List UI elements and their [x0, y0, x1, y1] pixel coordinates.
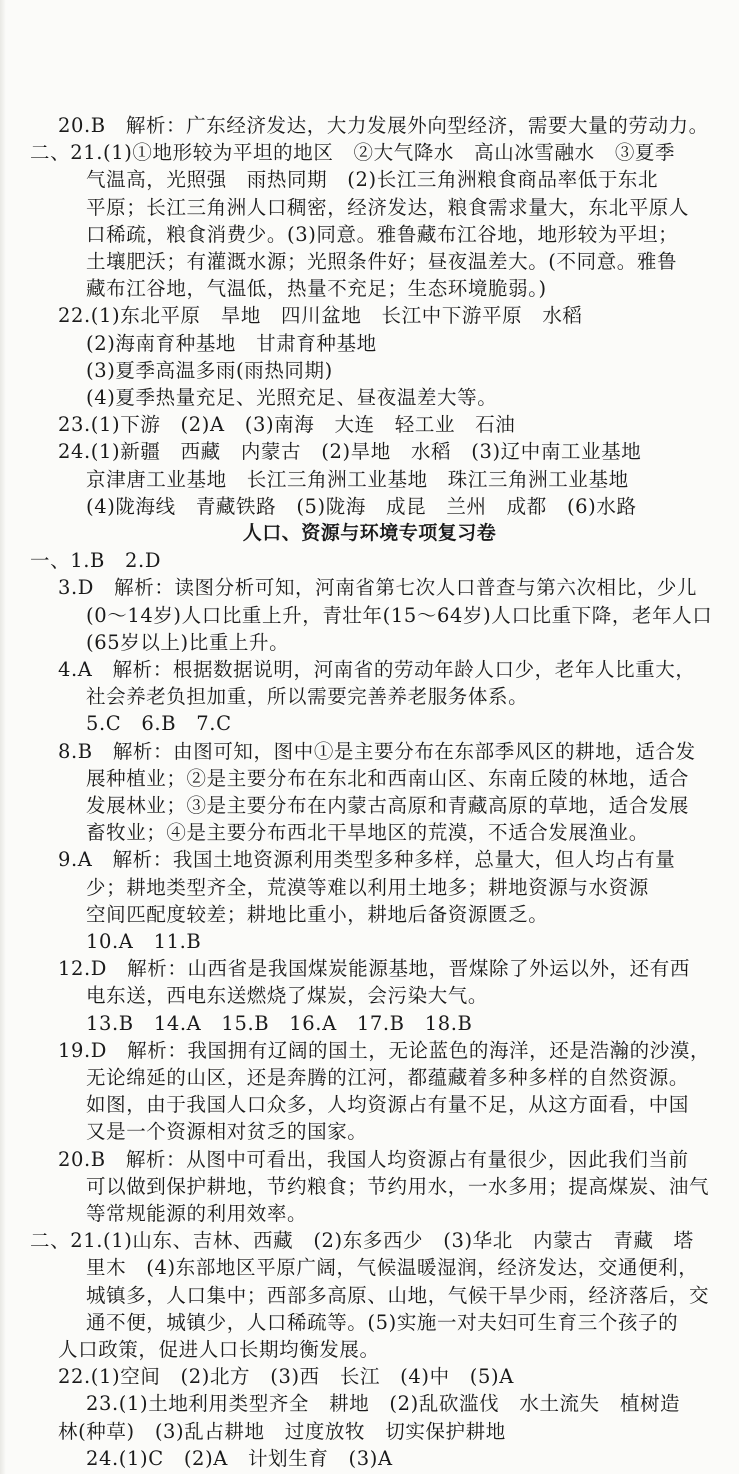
answer-line: (3)夏季高温多雨(雨热同期): [86, 358, 333, 382]
section-title: 人口、资源与环境专项复习卷: [242, 522, 497, 544]
answer-line: 20.B 解析：广东经济发达，大力发展外向型经济，需要大量的劳动力。: [58, 114, 709, 137]
answer-line: 城镇多，人口集中；西部多高原、山地，气候干旱少雨，经济落后，交: [86, 1283, 710, 1307]
answer-line: (4)陇海线 青藏铁路 (5)陇海 成昆 兰州 成都 (6)水路: [86, 494, 637, 518]
answer-line: 22.(1)东北平原 旱地 四川盆地 长江中下游平原 水稻: [58, 304, 583, 328]
answer-line: 京津唐工业基地 长江三角洲工业基地 珠江三角洲工业基地: [86, 467, 629, 491]
answer-line: 又是一个资源相对贫乏的国家。: [86, 1120, 368, 1144]
answer-line: 二、21.(1)山东、吉林、西藏 (2)东多西少 (3)华北 内蒙古 青藏 塔: [30, 1229, 694, 1253]
answer-line: (4)夏季热量充足、光照充足、昼夜温差大等。: [86, 386, 498, 409]
answer-line: 无论绵延的山区，还是奔腾的江河，都蕴藏着多种多样的自然资源。: [86, 1066, 690, 1089]
answer-line: 等常规能源的利用效率。: [86, 1202, 308, 1225]
answer-line: 22.(1)空间 (2)北方 (3)西 长江 (4)中 (5)A: [58, 1365, 514, 1389]
answer-line: (0～14岁)人口比重上升，青壮年(15～64岁)人口比重下降，老年人口: [86, 603, 713, 627]
answer-line: 一、1.B 2.D: [30, 549, 162, 573]
answer-line: (2)海南育种基地 甘肃育种基地: [86, 331, 377, 355]
answer-line: 13.B 14.A 15.B 16.A 17.B 18.B: [86, 1011, 473, 1035]
answer-line: 展种植业；②是主要分布在东北和西南山区、东南丘陵的林地，适合: [86, 766, 690, 790]
answer-line: 土壤肥沃；有灌溉水源；光照条件好；昼夜温差大。(不同意。雅鲁: [86, 250, 678, 273]
answer-line: 平原；长江三角洲人口稠密，经济发达，粮食需求量大，东北平原人: [86, 195, 690, 219]
answer-line: 社会养老负担加重，所以需要完善养老服务体系。: [86, 685, 529, 709]
answer-line: 23.(1)下游 (2)A (3)南海 大连 轻工业 石油: [58, 413, 516, 437]
answer-line: (65岁以上)比重上升。: [86, 630, 290, 654]
answer-line: 林(种草) (3)乱占耕地 过度放牧 切实保护耕地: [58, 1419, 506, 1443]
answer-line: 二、21.(1)①地形较为平坦的地区 ②大气降水 高山冰雪融水 ③夏季: [30, 141, 676, 165]
answer-line: 口稀疏，粮食消费少。(3)同意。雅鲁藏布江谷地，地形较为平坦；: [86, 222, 679, 246]
answer-line: 23.(1)土地利用类型齐全 耕地 (2)乱砍滥伐 水土流失 植树造: [86, 1392, 681, 1416]
answer-line: 电东送，西电东送燃烧了煤炭，会污染大气。: [86, 984, 489, 1008]
answer-line: 发展林业；③是主要分布在内蒙古高原和青藏高原的草地，适合发展: [86, 794, 690, 817]
answer-line: 3.D 解析：读图分析可知，河南省第七次人口普查与第六次相比，少儿: [58, 576, 698, 600]
answer-line: 8.B 解析：由图可知，图中①是主要分布在东部季风区的耕地，适合发: [58, 739, 696, 763]
answer-line: 24.(1)新疆 西藏 内蒙古 (2)旱地 水稻 (3)辽中南工业基地: [58, 440, 642, 464]
answer-line: 畜牧业；④是主要分布西北干旱地区的荒漠，不适合发展渔业。: [86, 821, 649, 845]
answer-line: 12.D 解析：山西省是我国煤炭能源基地，晋煤除了外运以外，还有西: [58, 957, 690, 981]
answer-line: 如图，由于我国人口众多，人均资源占有量不足，从这方面看，中国: [86, 1093, 690, 1117]
page-binding-edge: [0, 0, 6, 1474]
answer-line: 19.D 解析：我国拥有辽阔的国土，无论蓝色的海洋，还是浩瀚的沙漠，: [58, 1038, 711, 1062]
answer-line: 10.A 11.B: [86, 930, 202, 953]
answer-line: 5.C 6.B 7.C: [86, 712, 232, 736]
answer-line: 藏布江谷地，气温低，热量不充足；生态环境脆弱。): [86, 277, 547, 301]
answer-line: 人口政策，促进人口长期均衡发展。: [58, 1338, 380, 1361]
answer-line: 9.A 解析：我国土地资源利用类型多种多样，总量大，但人均占有量: [58, 848, 676, 872]
answer-line: 通不便，城镇少，人口稀疏等。(5)实施一对夫妇可生育三个孩子的: [86, 1310, 679, 1334]
answer-line: 4.A 解析：根据数据说明，河南省的劳动年龄人口少，老年人比重大，: [58, 658, 696, 681]
answer-line: 里木 (4)东部地区平原广阔，气候温暖湿润，经济发达，交通便利，: [86, 1256, 699, 1280]
answer-line: 20.B 解析：从图中可看出，我国人均资源占有量很少，因此我们当前: [58, 1147, 689, 1171]
answer-line: 可以做到保护耕地，节约粮食；节约用水，一水多用；提高煤炭、油气: [86, 1174, 710, 1198]
answer-line: 24.(1)C (2)A 计划生育 (3)A: [86, 1446, 393, 1470]
answer-line: 气温高，光照强 雨热同期 (2)长江三角洲粮食商品率低于东北: [86, 168, 659, 192]
answer-line: 空间匹配度较差；耕地比重小，耕地后备资源匮乏。: [86, 902, 549, 926]
answer-line: 少；耕地类型齐全，荒漠等难以利用土地多；耕地资源与水资源: [86, 875, 649, 899]
